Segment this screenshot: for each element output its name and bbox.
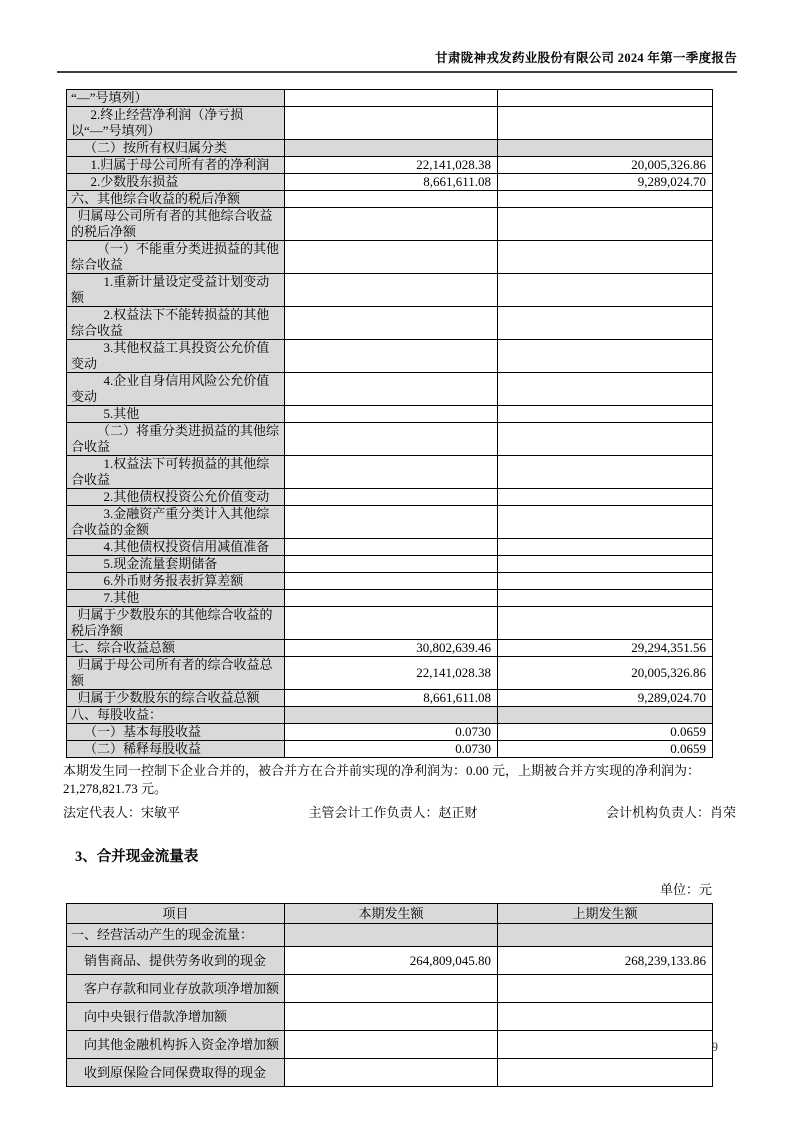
current-period-amount-cell [285,340,498,373]
table-row [67,657,713,690]
row-label-cell: 5.现金流量套期储备 [67,556,285,573]
row-label-cell: 向中央银行借款净增加额 [67,1003,285,1031]
column-header-current-period: 本期发生额 [285,904,498,924]
header-rule [57,71,737,73]
cashflow-header-row [67,904,713,924]
prior-period-amount-cell [498,1059,713,1087]
current-period-amount-cell [285,274,498,307]
row-label-cell: 1.权益法下可转损益的其他综合收益 [67,456,285,489]
current-period-amount-cell: 0.0730 [285,724,498,741]
table-row [67,274,713,307]
table-row [67,241,713,274]
current-period-amount-cell [285,1031,498,1059]
row-label-cell: 4.企业自身信用风险公允价值变动 [67,373,285,406]
current-period-amount-cell: 22,141,028.38 [285,157,498,174]
current-period-amount-cell: 22,141,028.38 [285,657,498,690]
row-label-cell: 1.归属于母公司所有者的净利润 [67,157,285,174]
signature-row [63,804,736,821]
prior-period-amount-cell [498,573,713,590]
prior-period-amount-cell [498,208,713,241]
prior-period-amount-cell [498,1031,713,1059]
row-label-cell: 5.其他 [67,406,285,423]
table-row [67,456,713,489]
prior-period-amount-cell [498,140,713,157]
current-period-amount-cell: 8,661,611.08 [285,174,498,191]
prior-period-amount-cell [498,340,713,373]
prior-period-amount-cell [498,423,713,456]
merger-note-line1: 本期发生同一控制下企业合并的，被合并方在合并前实现的净利润为：0.00 元，上期被合并方实现的净利润为： [63,763,701,778]
row-label-cell: 4.其他债权投资信用减值准备 [67,539,285,556]
table-row [67,506,713,539]
cashflow-table [66,903,713,1087]
row-label-cell: （二）稀释每股收益 [67,741,285,758]
row-label-cell: 归属于少数股东的综合收益总额 [67,690,285,707]
row-label-cell: “—”号填列） [67,90,285,107]
table-row [67,556,713,573]
prior-period-amount-cell: 0.0659 [498,724,713,741]
chief-accountant: 主管会计工作负责人：赵正财 [308,805,478,820]
legal-representative: 法定代表人：宋敏平 [63,805,181,820]
current-period-amount-cell [285,607,498,640]
table-row [67,307,713,340]
prior-period-amount-cell [498,707,713,724]
row-label-cell: 八、每股收益： [67,707,285,724]
table-row [67,373,713,406]
prior-period-amount-cell [498,274,713,307]
current-period-amount-cell [285,307,498,340]
prior-period-amount-cell [498,975,713,1003]
current-period-amount-cell: 8,661,611.08 [285,690,498,707]
row-label-cell: （二）按所有权归属分类 [67,140,285,157]
prior-period-amount-cell [498,406,713,423]
prior-period-amount-cell [498,924,713,947]
row-label-cell: （一）基本每股收益 [67,724,285,741]
prior-period-amount-cell: 29,294,351.56 [498,640,713,657]
current-period-amount-cell [285,90,498,107]
prior-period-amount-cell [498,107,713,140]
table-row [67,707,713,724]
row-label-cell: 归属母公司所有者的其他综合收益的税后净额 [67,208,285,241]
row-label-cell: 1.重新计量设定受益计划变动额 [67,274,285,307]
prior-period-amount-cell [498,539,713,556]
table-row [67,107,713,140]
current-period-amount-cell [285,456,498,489]
prior-period-amount-cell [498,373,713,406]
prior-period-amount-cell [498,590,713,607]
table-row [67,607,713,640]
current-period-amount-cell [285,707,498,724]
income-statement-table [66,89,713,758]
prior-period-amount-cell [498,90,713,107]
row-label-cell: 客户存款和同业存放款项净增加额 [67,975,285,1003]
accounting-dept-head: 会计机构负责人：肖荣 [605,805,736,820]
row-label-cell: 2.权益法下不能转损益的其他综合收益 [67,307,285,340]
table-row [67,90,713,107]
current-period-amount-cell [285,556,498,573]
prior-period-amount-cell [498,1003,713,1031]
row-label-cell: 6.外币财务报表折算差额 [67,573,285,590]
table-row [67,489,713,506]
table-row [67,573,713,590]
row-label-cell: 收到原保险合同保费取得的现金 [67,1059,285,1087]
prior-period-amount-cell [498,241,713,274]
prior-period-amount-cell [498,307,713,340]
row-label-cell: 3.金融资产重分类计入其他综合收益的金额 [67,506,285,539]
prior-period-amount-cell [498,191,713,208]
current-period-amount-cell [285,241,498,274]
column-header-item: 项目 [67,904,285,924]
prior-period-amount-cell: 268,239,133.86 [498,947,713,975]
row-label-cell: 一、经营活动产生的现金流量： [67,924,285,947]
table-row [67,690,713,707]
table-row [67,157,713,174]
page-number: 9 [711,1040,718,1054]
page-header [57,0,737,73]
row-label-cell: 2.终止经营净利润（净亏损以“—”号填列） [67,107,285,140]
table-row [67,539,713,556]
current-period-amount-cell [285,506,498,539]
prior-period-amount-cell: 20,005,326.86 [498,657,713,690]
current-period-amount-cell: 0.0730 [285,741,498,758]
row-label-cell: 七、综合收益总额 [67,640,285,657]
row-label-cell: 销售商品、提供劳务收到的现金 [67,947,285,975]
row-label-cell: 2.少数股东损益 [67,174,285,191]
column-header-prior-period: 上期发生额 [498,904,713,924]
prior-period-amount-cell [498,556,713,573]
current-period-amount-cell [285,406,498,423]
prior-period-amount-cell: 9,289,024.70 [498,174,713,191]
table-row [67,174,713,191]
row-label-cell: 归属于少数股东的其他综合收益的税后净额 [67,607,285,640]
current-period-amount-cell: 264,809,045.80 [285,947,498,975]
table-row [67,1031,713,1059]
current-period-amount-cell: 30,802,639.46 [285,640,498,657]
cashflow-section-heading: 3、合并现金流量表 [75,849,199,865]
table-row [67,140,713,157]
table-row [67,406,713,423]
table-row [67,1059,713,1087]
current-period-amount-cell [285,107,498,140]
table-row [67,924,713,947]
table-row [67,741,713,758]
table-row [67,590,713,607]
current-period-amount-cell [285,191,498,208]
row-label-cell: （二）将重分类进损益的其他综合收益 [67,423,285,456]
merger-note-line2: 21,278,821.73 元。 [63,781,168,796]
current-period-amount-cell [285,573,498,590]
row-label-cell: 归属于母公司所有者的综合收益总额 [67,657,285,690]
prior-period-amount-cell: 0.0659 [498,741,713,758]
table-row [67,191,713,208]
prior-period-amount-cell [498,506,713,539]
row-label-cell: 7.其他 [67,590,285,607]
row-label-cell: 3.其他权益工具投资公允价值变动 [67,340,285,373]
table-row [67,975,713,1003]
current-period-amount-cell [285,539,498,556]
current-period-amount-cell [285,489,498,506]
table-row [67,724,713,741]
current-period-amount-cell [285,924,498,947]
current-period-amount-cell [285,140,498,157]
prior-period-amount-cell [498,456,713,489]
prior-period-amount-cell: 9,289,024.70 [498,690,713,707]
row-label-cell: 2.其他债权投资公允价值变动 [67,489,285,506]
current-period-amount-cell [285,423,498,456]
row-label-cell: 六、其他综合收益的税后净额 [67,191,285,208]
current-period-amount-cell [285,590,498,607]
table-row [67,640,713,657]
page-header-title: 甘肃陇神戎发药业股份有限公司 2024 年第一季度报告 [435,51,737,65]
current-period-amount-cell [285,373,498,406]
current-period-amount-cell [285,975,498,1003]
prior-period-amount-cell: 20,005,326.86 [498,157,713,174]
unit-label: 单位：元 [659,882,712,897]
current-period-amount-cell [285,208,498,241]
table-row [67,947,713,975]
table-row [67,208,713,241]
table-row [67,423,713,456]
current-period-amount-cell [285,1003,498,1031]
table-row [67,340,713,373]
current-period-amount-cell [285,1059,498,1087]
row-label-cell: （一）不能重分类进损益的其他综合收益 [67,241,285,274]
prior-period-amount-cell [498,607,713,640]
prior-period-amount-cell [498,489,713,506]
table-row [67,1003,713,1031]
row-label-cell: 向其他金融机构拆入资金净增加额 [67,1031,285,1059]
